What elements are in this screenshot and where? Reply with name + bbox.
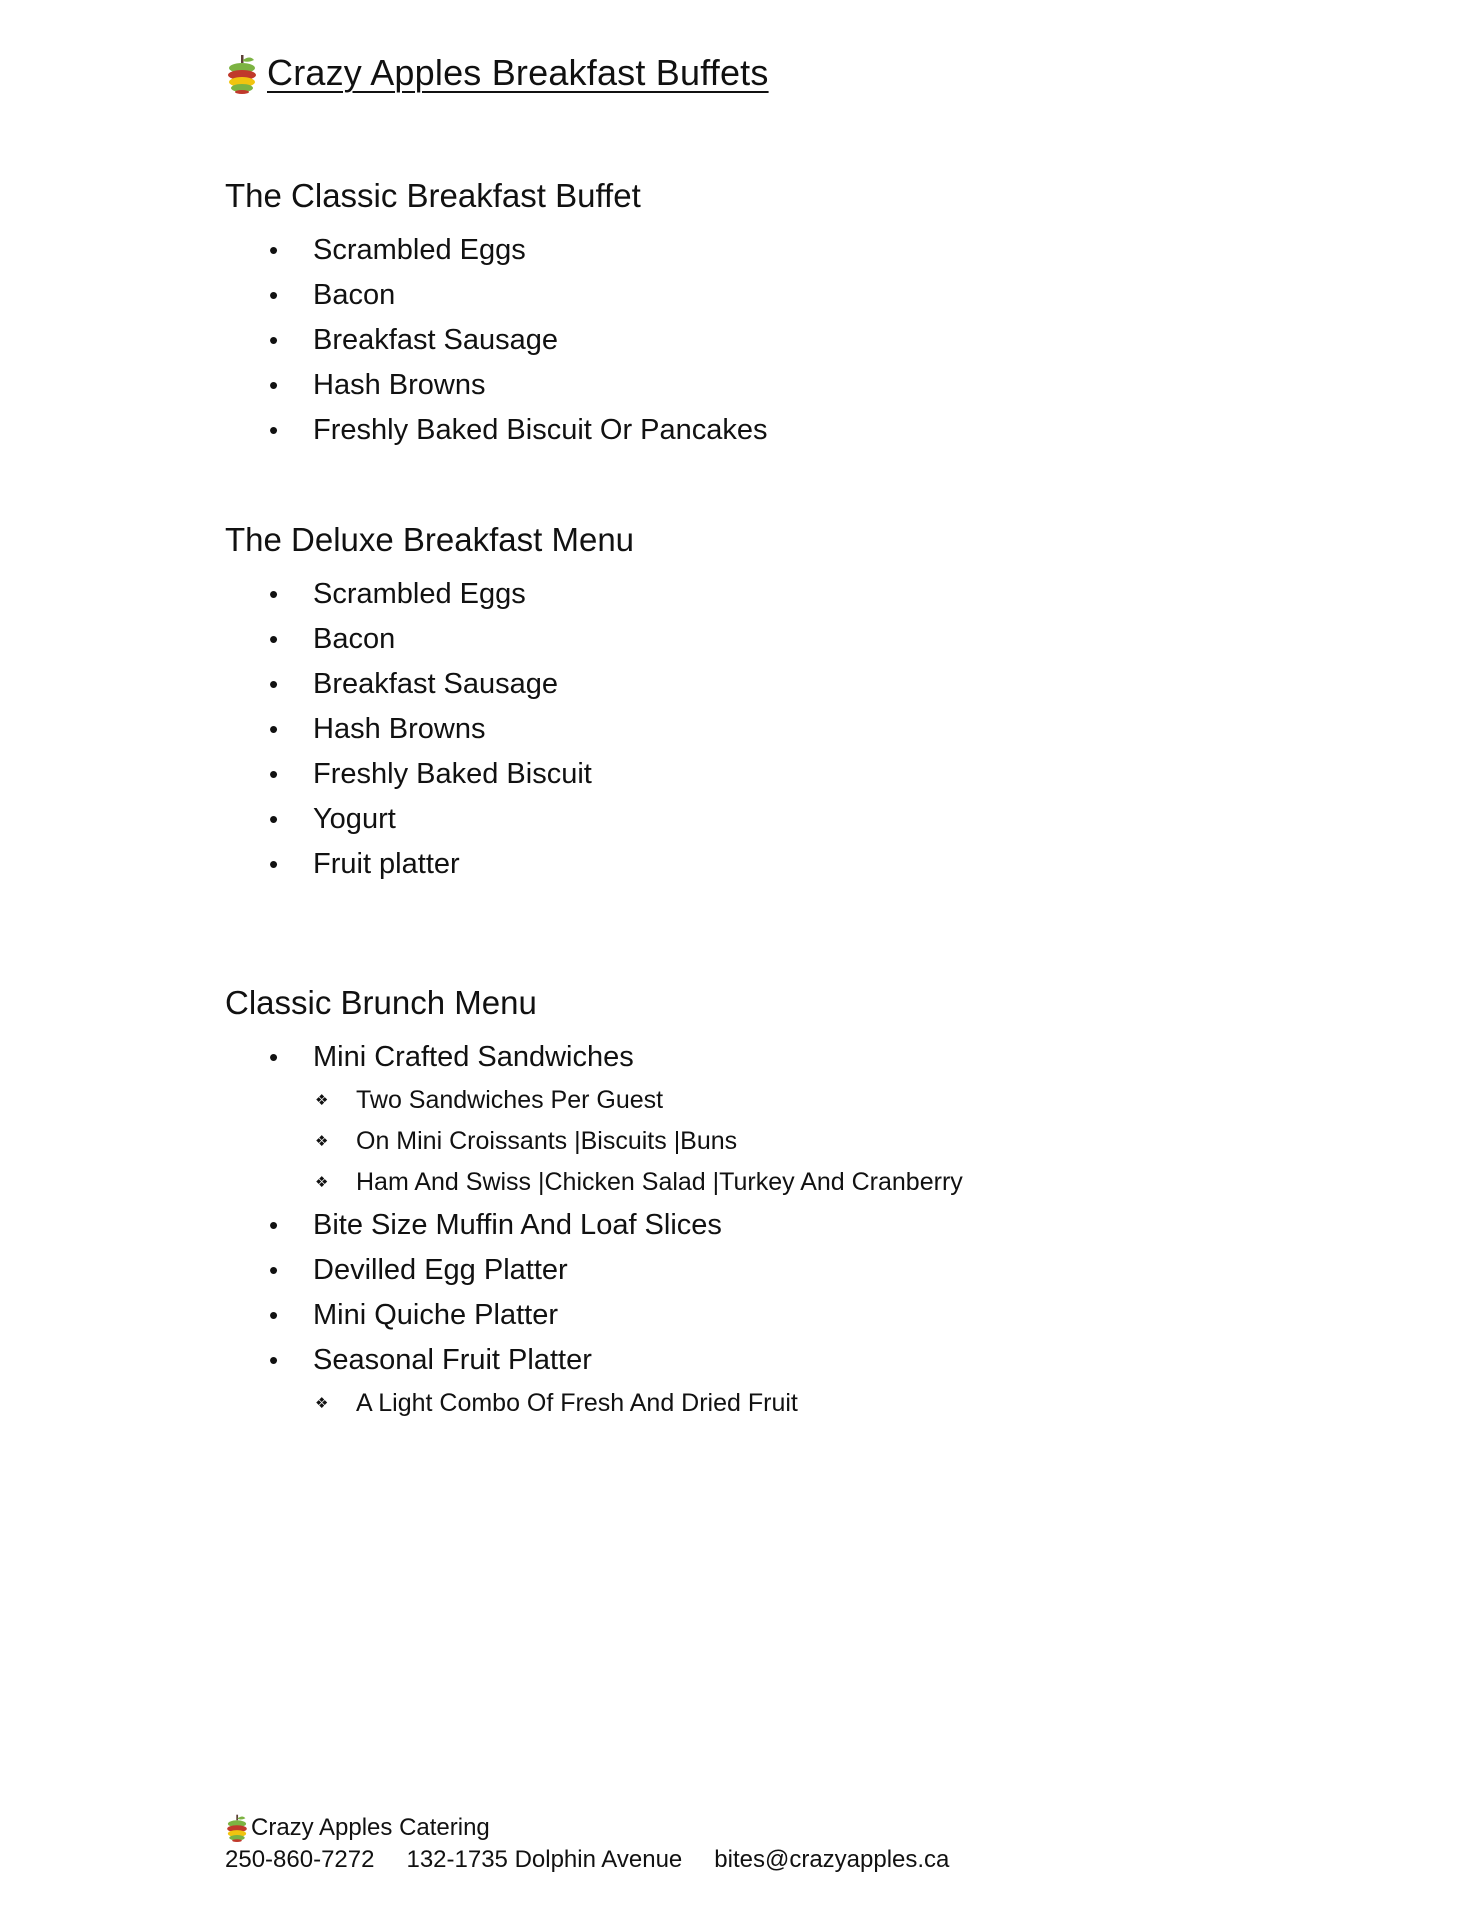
list-item: • Hash Browns bbox=[225, 363, 768, 408]
section-heading: Classic Brunch Menu bbox=[225, 984, 537, 1021]
list-item: • Devilled Egg Platter bbox=[225, 1248, 963, 1293]
sub-list-item: ❖ A Light Combo Of Fresh And Dried Fruit bbox=[225, 1383, 963, 1424]
sub-list-item: ❖ Two Sandwiches Per Guest bbox=[225, 1080, 963, 1121]
document-header bbox=[225, 52, 769, 94]
classic-brunch-section bbox=[225, 983, 963, 1424]
footer-email: bites@crazyapples.ca bbox=[714, 1846, 950, 1873]
sub-list-item: ❖ On Mini Croissants |Biscuits |Buns bbox=[225, 1121, 963, 1162]
menu-list bbox=[225, 228, 768, 453]
list-item: • Yogurt bbox=[225, 797, 634, 842]
footer-phone: 250-860-7272 bbox=[225, 1846, 375, 1873]
list-item: • Scrambled Eggs bbox=[225, 228, 768, 273]
apple-logo-icon bbox=[225, 54, 259, 94]
list-item: • Breakfast Sausage bbox=[225, 662, 634, 707]
sub-list-item: ❖ Ham And Swiss |Chicken Salad |Turkey And Cranberry bbox=[225, 1162, 963, 1203]
list-item: • Freshly Baked Biscuit bbox=[225, 752, 634, 797]
menu-list bbox=[225, 1203, 963, 1383]
footer-company-row bbox=[225, 1810, 949, 1842]
menu-list bbox=[225, 572, 634, 887]
list-item: • Breakfast Sausage bbox=[225, 318, 768, 363]
list-item: • Bacon bbox=[225, 617, 634, 662]
list-item: • Scrambled Eggs bbox=[225, 572, 634, 617]
list-item: • Mini Quiche Platter bbox=[225, 1293, 963, 1338]
sub-list bbox=[225, 1383, 963, 1424]
section-heading: The Classic Breakfast Buffet bbox=[225, 177, 641, 214]
document-footer bbox=[225, 1810, 949, 1874]
list-item: • Fruit platter bbox=[225, 842, 634, 887]
list-item: • Bacon bbox=[225, 273, 768, 318]
footer-company-name: Crazy Apples Catering bbox=[251, 1814, 490, 1841]
list-item: • Hash Browns bbox=[225, 707, 634, 752]
deluxe-breakfast-section bbox=[225, 520, 634, 887]
footer-contact-row bbox=[225, 1846, 949, 1874]
menu-list bbox=[225, 1035, 963, 1080]
list-item: • Seasonal Fruit Platter bbox=[225, 1338, 963, 1383]
list-item: • Freshly Baked Biscuit Or Pancakes bbox=[225, 408, 768, 453]
apple-logo-icon bbox=[225, 1814, 249, 1842]
footer-address: 132-1735 Dolphin Avenue bbox=[406, 1846, 683, 1873]
list-item: • Bite Size Muffin And Loaf Slices bbox=[225, 1203, 963, 1248]
section-heading: The Deluxe Breakfast Menu bbox=[225, 521, 635, 558]
list-item: • Mini Crafted Sandwiches bbox=[225, 1035, 963, 1080]
sub-list bbox=[225, 1080, 963, 1203]
page-title: Crazy Apples Breakfast Buffets bbox=[267, 52, 769, 93]
classic-breakfast-section bbox=[225, 176, 768, 453]
